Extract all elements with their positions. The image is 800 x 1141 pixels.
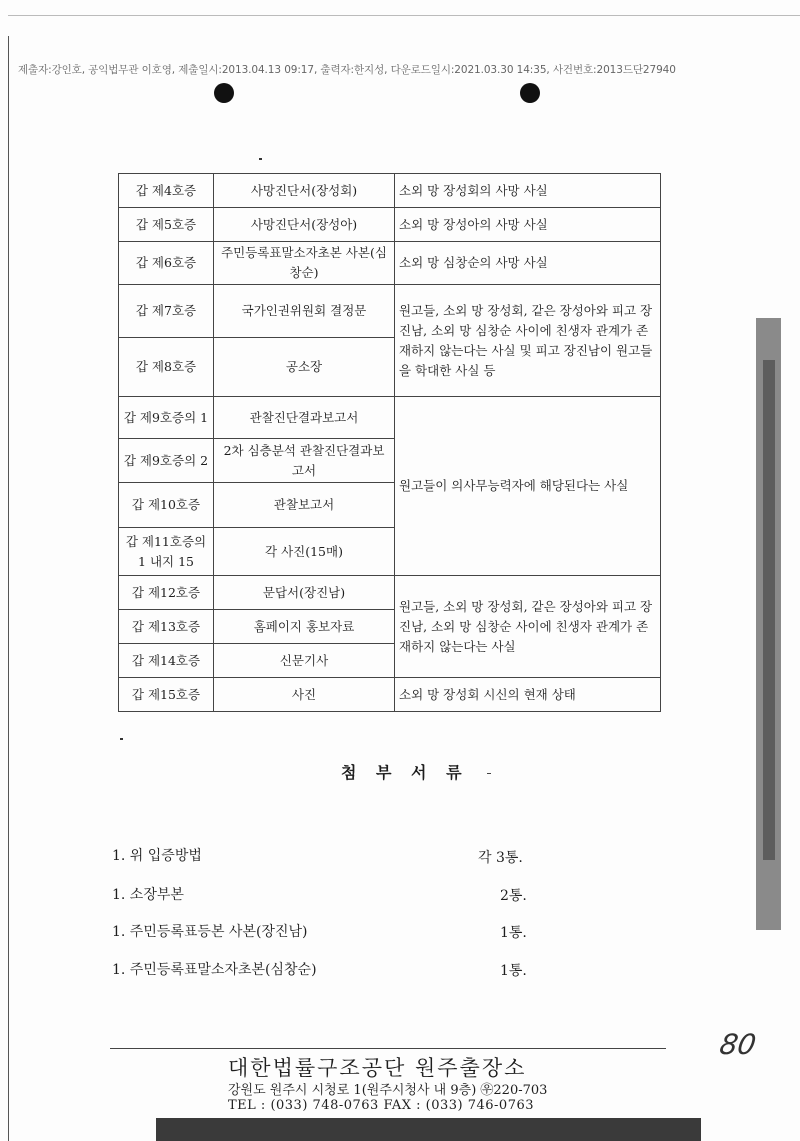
evidence-id: 갑 제8호증 — [119, 338, 214, 397]
evidence-doc: 주민등록표말소자초본 사본(심창순) — [214, 242, 395, 285]
table-row — [119, 208, 661, 242]
evidence-doc: 관찰진단결과보고서 — [214, 397, 395, 439]
evidence-id: 갑 제12호증 — [119, 576, 214, 610]
scan-bottom-shadow — [156, 1118, 701, 1141]
evidence-id: 갑 제9호증의 2 — [119, 439, 214, 483]
evidence-doc: 2차 심층분석 관찰진단결과보고서 — [214, 439, 395, 483]
scan-border-left — [8, 36, 9, 1141]
scan-speck — [259, 158, 262, 160]
submission-header: 제출자:강인호, 공익법무관 이호영, 제출일시:2013.04.13 09:17, 출력자:한지성, 다운로드일시:2021.03.30 14:35, 사건번호:2013드단27940 — [18, 64, 676, 76]
evidence-id: 갑 제10호증 — [119, 483, 214, 528]
attachment-label: 1. 소장부본 — [112, 887, 184, 903]
evidence-id: 갑 제6호증 — [119, 242, 214, 285]
scan-speck — [120, 738, 123, 740]
footer-contact: TEL : (033) 748-0763 FAX : (033) 746-0763 — [228, 1098, 535, 1113]
evidence-fact-group: 원고들, 소외 망 장성회, 같은 장성아와 피고 장진남, 소외 망 심창순 사이에 친생자 관계가 존재하지 않는다는 사실 — [395, 576, 661, 678]
evidence-doc: 신문기사 — [214, 644, 395, 678]
evidence-doc: 사망진단서(장성회) — [214, 174, 395, 208]
attachments-title: 첨 부 서 류 — [341, 763, 469, 782]
table-row — [119, 285, 661, 338]
evidence-id: 갑 제4호증 — [119, 174, 214, 208]
table-row — [119, 174, 661, 208]
evidence-fact: 소외 망 장성아의 사망 사실 — [395, 208, 661, 242]
evidence-fact: 소외 망 장성회 시신의 현재 상태 — [395, 678, 661, 712]
scan-side-shadow-inner — [763, 360, 775, 860]
evidence-fact: 소외 망 심창순의 사망 사실 — [395, 242, 661, 285]
footer-org-name: 대한법률구조공단 원주출장소 — [228, 1056, 527, 1080]
evidence-doc: 사망진단서(장성아) — [214, 208, 395, 242]
evidence-doc: 사진 — [214, 678, 395, 712]
attachment-label: 1. 주민등록표등본 사본(장진남) — [112, 924, 308, 940]
table-row — [119, 678, 661, 712]
evidence-doc: 홈페이지 홍보자료 — [214, 610, 395, 644]
attachment-count: 각 3통. — [478, 850, 523, 866]
evidence-doc: 국가인권위원회 결정문 — [214, 285, 395, 338]
evidence-id: 갑 제15호증 — [119, 678, 214, 712]
evidence-id: 갑 제11호증의 1 내지 15 — [119, 528, 214, 576]
footer-divider — [110, 1048, 666, 1049]
evidence-doc: 각 사진(15매) — [214, 528, 395, 576]
evidence-id: 갑 제7호증 — [119, 285, 214, 338]
attachment-count: 2통. — [500, 888, 527, 904]
evidence-id: 갑 제9호증의 1 — [119, 397, 214, 439]
handwritten-page-number: 80 — [717, 1028, 759, 1061]
attachment-count: 1통. — [500, 925, 527, 941]
evidence-id: 갑 제13호증 — [119, 610, 214, 644]
evidence-doc: 문답서(장진남) — [214, 576, 395, 610]
table-row — [119, 242, 661, 285]
scan-border-top — [8, 15, 800, 16]
punch-hole-right — [520, 83, 540, 103]
attachment-count: 1통. — [500, 963, 527, 979]
evidence-id: 갑 제14호증 — [119, 644, 214, 678]
table-row — [119, 397, 661, 439]
footer-address: 강원도 원주시 시청로 1(원주시청사 내 9층) ㉾220-703 — [228, 1083, 548, 1098]
evidence-doc: 공소장 — [214, 338, 395, 397]
attachment-label: 1. 주민등록표말소자초본(심창순) — [112, 962, 317, 978]
evidence-fact: 소외 망 장성회의 사망 사실 — [395, 174, 661, 208]
table-row — [119, 576, 661, 610]
evidence-doc: 관찰보고서 — [214, 483, 395, 528]
evidence-id: 갑 제5호증 — [119, 208, 214, 242]
evidence-fact-group: 원고들, 소외 망 장성회, 같은 장성아와 피고 장진남, 소외 망 심창순 사이에 친생자 관계가 존재하지 않는다는 사실 및 피고 장진남이 원고들을 학대한 사실 등 — [395, 285, 661, 397]
attachment-label: 1. 위 입증방법 — [112, 848, 202, 864]
evidence-table — [118, 173, 661, 712]
punch-hole-left — [214, 83, 234, 103]
evidence-fact-group: 원고들이 의사무능력자에 해당된다는 사실 — [395, 397, 661, 576]
scan-speck — [487, 773, 491, 774]
